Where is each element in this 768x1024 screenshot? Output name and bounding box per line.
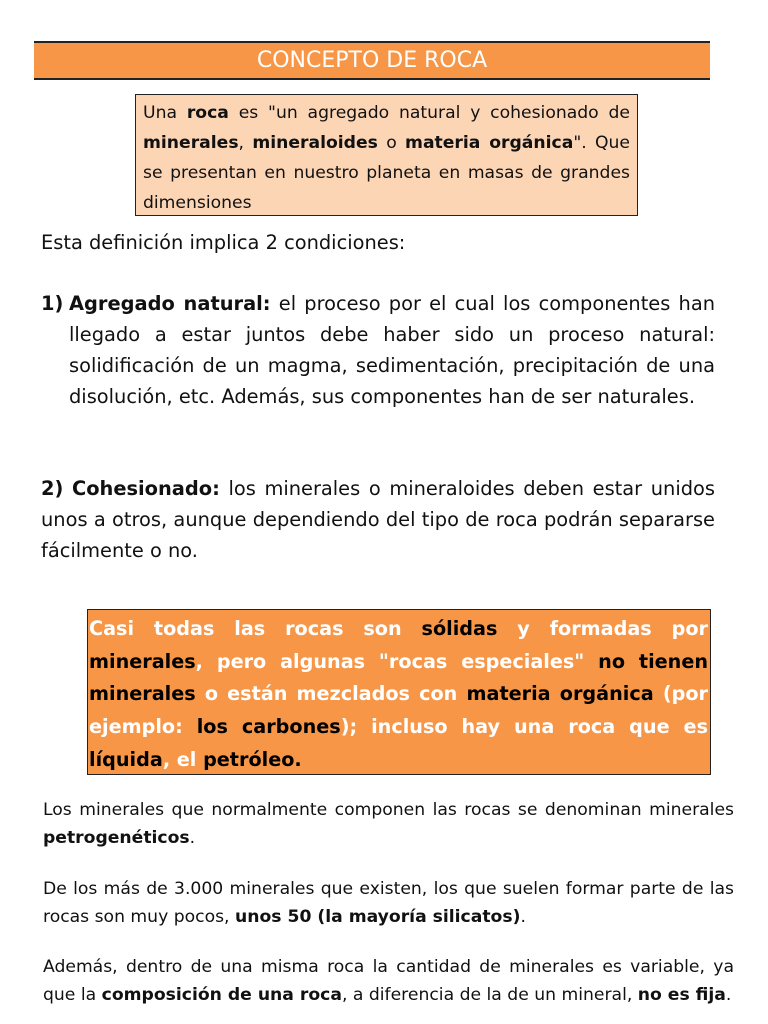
condition-number: 1)	[41, 292, 64, 315]
intro-text: Esta definición implica 2 condiciones:	[41, 231, 406, 254]
text-run: Los minerales que normalmente componen las rocas se denominan minerales	[43, 800, 734, 820]
condition-item	[41, 473, 715, 566]
paragraph-text	[43, 875, 734, 931]
definition-term-mineraloides: mineraloides	[252, 133, 378, 153]
highlight-keyword: no tienen minerales	[89, 649, 708, 706]
text-bold: petrogenéticos	[43, 828, 190, 848]
intro-paragraph	[41, 227, 715, 258]
text-run: .	[189, 828, 196, 848]
highlight-text: , el	[162, 747, 204, 771]
definition-text: o	[377, 133, 406, 153]
highlight-text: o están mezclados con	[195, 682, 467, 706]
text-run: , a diferencia de la de un mineral,	[341, 985, 638, 1005]
highlight-keyword: los carbones	[196, 715, 341, 739]
text-run: .	[520, 907, 526, 927]
definition-term-minerales: minerales	[143, 133, 239, 153]
condition-text: los minerales o mineraloides deben estar unidos unos a otros, aunque dependiendo del tipo de roca podrán separarse fácilmente o no.	[41, 477, 715, 562]
highlight-keyword: materia orgánica	[466, 682, 654, 706]
text-bold: unos 50 (la mayoría silicatos)	[234, 907, 521, 927]
paragraph-text	[43, 953, 734, 1009]
highlight-text: Casi todas las rocas son	[89, 617, 422, 640]
condition-number: 2)	[41, 477, 64, 500]
text-run: Además, dentro de una misma roca la cantidad de minerales es variable, ya que la	[43, 957, 734, 1005]
highlight-keyword: petróleo.	[203, 747, 302, 771]
definition-box	[135, 94, 638, 216]
slide-title-bar	[34, 41, 710, 80]
definition-text: Una	[143, 103, 187, 123]
definition-term-materia-organica: materia orgánica	[405, 133, 574, 153]
definition-text: es "un agregado natural y cohesionado de	[228, 103, 630, 123]
slide-title: CONCEPTO DE ROCA	[256, 48, 488, 73]
text-run: .	[725, 985, 732, 1005]
condition-body	[69, 288, 715, 412]
petrogenetic-paragraph	[43, 796, 734, 852]
mineral-count-paragraph	[43, 875, 734, 931]
definition-text: ,	[238, 133, 253, 153]
definition-term-roca: roca	[186, 103, 229, 123]
text-bold: composición de una roca	[101, 985, 342, 1005]
condition-item	[41, 288, 715, 412]
highlight-keyword: minerales	[89, 649, 196, 673]
composition-paragraph	[43, 953, 734, 1009]
condition-1	[41, 288, 715, 412]
condition-2	[41, 473, 715, 566]
highlight-text: (por ejemplo:	[89, 682, 708, 739]
highlight-box	[87, 609, 711, 775]
highlight-text: , pero algunas "rocas especiales"	[195, 649, 599, 673]
highlight-text: y formadas por	[497, 617, 708, 640]
highlight-text: ); incluso hay una roca que es	[340, 715, 708, 739]
highlight-keyword: líquida	[89, 747, 163, 771]
condition-lead: Cohesionado:	[71, 477, 220, 500]
highlight-keyword: sólidas	[421, 617, 498, 640]
text-bold: no es fija	[637, 985, 726, 1005]
paragraph-text	[43, 796, 734, 852]
definition-text: ". Que se presentan en nuestro planeta en masas de grandes dimensiones	[143, 133, 630, 213]
condition-lead: Agregado natural:	[69, 292, 271, 315]
condition-text: el proceso por el cual los componentes han llegado a estar juntos debe haber sido un proceso natural: solidificación de un magma, sedimentación, precipitación de una disolución, etc. Además, sus componentes han de ser naturales.	[69, 292, 715, 408]
text-run: De los más de 3.000 minerales que existen, los que suelen formar parte de las rocas son muy pocos,	[43, 879, 734, 927]
